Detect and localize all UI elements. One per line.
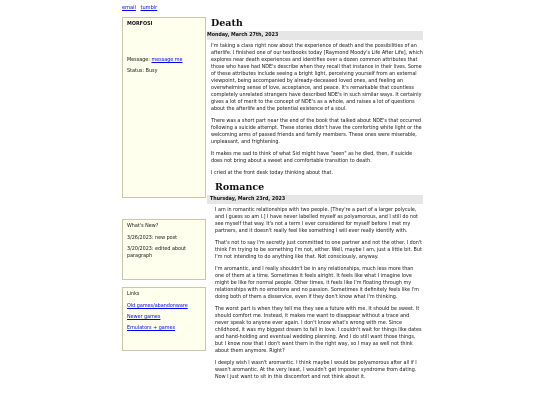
message-label: Message: — [127, 57, 150, 63]
tumblr-link[interactable]: tumblr — [140, 5, 158, 11]
status-label: Status: — [127, 68, 145, 74]
main-content — [207, 17, 423, 386]
post-paragraph: I'm taking a class right now about the experience of death and the possibilities of an afterlife. I finished one of our textbooks today [Raymond Moody's Life After Life], which explores near death experiences and identifies over a dozen common attributes that those who have had NDE's describe when they recall that instance in their lives. Some of these attributes include seeing a bright light, perceiving yourself from an external viewpoint, being accompanied by already-deceased loved ones, and feeling an overwhelming sense of love, acceptance, and peace. It's remarkable that countless completely unrelated strangers have described NDE's in such similar ways. It certainly gives a lot of merit to the concept of NDE's as a whole, and raises a lot of questions about the afterlife and the potential existence of a soul. — [211, 43, 423, 112]
post — [207, 182, 423, 381]
top-links — [122, 5, 160, 12]
status-row — [127, 68, 201, 75]
post-paragraph: I'm aromantic, and I really shouldn't be in any relationships, much less more than one of them at a time. Sometimes it feels alright. It feels like what I imagine love might be like for normal people. Other times, it feels like I'm floating through my relationships with no emotions and no passion. Sometimes it definitely feels like I'm doing both of them a disservice, even if they don't know what I'm thinking. — [215, 266, 419, 300]
status-value: Busy — [145, 68, 158, 74]
whats-new-heading: What's New? — [127, 223, 159, 229]
post-paragraph: That's not to say I'm secretly just committed to one partner and not the other. I don't think I'm trying to be something I'm not, either. Well, maybe I am, just a little bit. But I'm not intending to do anything like that. Not consciously, anyway. — [215, 240, 423, 260]
update-item: 3/26/2023: new post — [127, 235, 178, 241]
links-panel — [122, 287, 206, 351]
link-newer-games[interactable]: Newer games — [127, 314, 161, 320]
message-me-link[interactable]: message me — [151, 57, 183, 63]
email-link[interactable]: email — [122, 5, 136, 11]
profile-panel — [122, 17, 206, 198]
links-heading: Links — [127, 291, 140, 297]
avatar — [127, 31, 201, 57]
message-row — [127, 57, 201, 64]
post-date: Monday, March 27th, 2023 — [207, 31, 423, 40]
update-item: 3/20/2023: edited about paragraph — [127, 246, 186, 259]
post-paragraph: There was a short part near the end of the book that talked about NDE's that occurred following a suicide attempt. These stories didn't have the comforting white light or the welcoming arms of passed friends and family members. These ones were miserable, unpleasant, and frightening. — [211, 118, 422, 145]
link-emulators[interactable]: Emulators + games — [127, 325, 175, 331]
post — [207, 18, 423, 177]
post-paragraph: I am in romantic relationships with two people. [They're a part of a larger polycule, and I guess so am I.] I have never labelled myself as polyamorous, and I still do not see myself that way. It's not a term I ever considered for myself before I met my partners, and it doesn't really feel like something I will ever really identify with. — [215, 207, 418, 234]
whats-new-panel — [122, 219, 206, 280]
post-paragraph: I deeply wish I wasn't aromantic. I think maybe I would be polyamorous after all if I wasn't aromantic. At the very least, I wouldn't get imposter syndrome from dating. Now I just want to sit in this discomfort and not think about it. — [215, 360, 417, 380]
post-paragraph: The worst part is when they tell me they see a future with me. It should be sweet. It should comfort me. Instead, it makes me want to disappear without a trace and never speak to anyone ever again. I don't know what's wrong with me. Since childhood, it was my biggest dream to fall in love. I couldn't wait for things like dates and hand-holding and eventual wedding planning. And I do still want those things, but I know now that I don't want them in the right way, so I may as well not think about them anymore. Right? — [215, 306, 422, 354]
post-title: Romance — [215, 182, 265, 193]
profile-name: MORFOSI — [127, 21, 153, 27]
link-old-games[interactable]: Old games/abandonware — [127, 303, 188, 309]
post-date: Thursday, March 23rd, 2023 — [207, 195, 423, 204]
post-title: Death — [211, 18, 243, 29]
post-paragraph: I cried at the front desk today thinking about that. — [211, 170, 333, 176]
post-paragraph: It makes me sad to think of what Sid might have "seen" as he died, then, if suicide does not bring about a sweet and comfortable transition to death. — [211, 151, 413, 164]
